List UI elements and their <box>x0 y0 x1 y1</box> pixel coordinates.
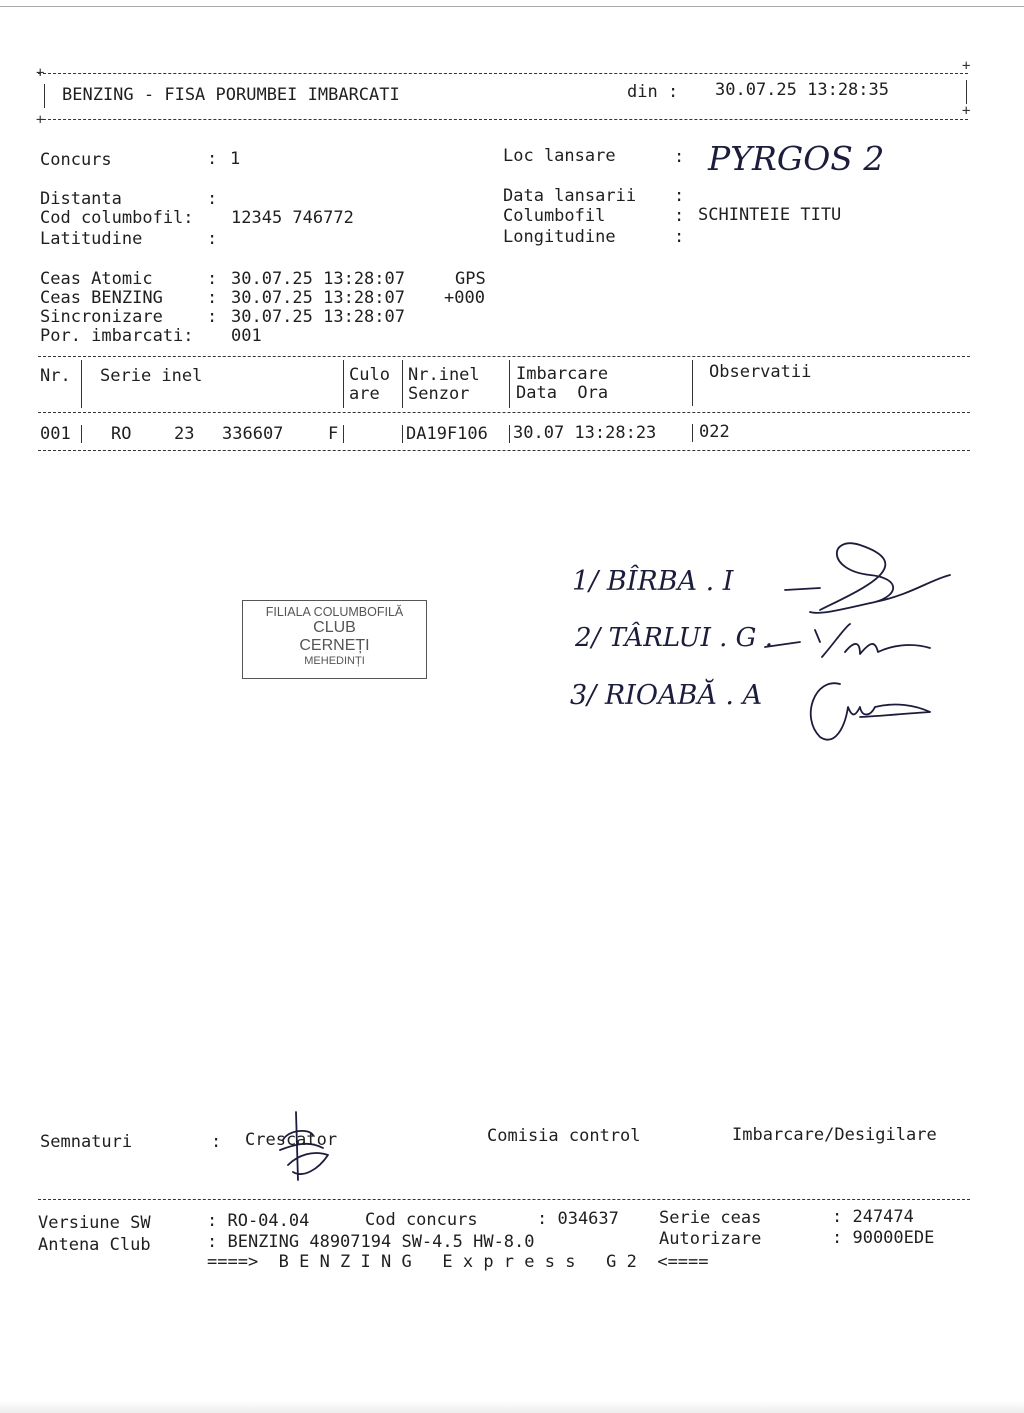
committee-member-3: 3/ RIOABĂ . A <box>570 680 763 711</box>
sincronizare-label: Sincronizare <box>40 307 163 327</box>
corner-plus: + <box>36 65 45 81</box>
header-top-rule <box>38 73 968 74</box>
colon: : <box>207 288 218 308</box>
header-imbarcare-1: Imbarcare <box>516 364 609 384</box>
col-divider <box>402 360 403 408</box>
crescator-signature <box>268 1110 338 1185</box>
columbofil-label: Columbofil <box>503 206 606 226</box>
ceas-atomic-label: Ceas Atomic <box>40 269 153 289</box>
committee-member-2: 2/ TÂRLUI . G . <box>575 623 773 653</box>
distanta-label: Distanta <box>40 189 122 209</box>
col-divider <box>692 360 693 406</box>
columbofil-value: SCHINTEIE TITU <box>698 205 842 225</box>
comisia-control-label: Comisia control <box>487 1126 641 1146</box>
footer-rule <box>38 1199 970 1200</box>
versiune-sw-value: : RO-04.04 <box>207 1211 310 1231</box>
semnaturi-colon: : <box>211 1132 222 1152</box>
cod-concurs-value: : 034637 <box>537 1209 619 1229</box>
signature-2 <box>760 612 940 672</box>
ceas-atomic-source: GPS <box>455 269 486 289</box>
serie-ceas-value: : 247474 <box>832 1207 914 1227</box>
header-nr-inel-2: Senzor <box>408 384 470 404</box>
ceas-benzing-label: Ceas BENZING <box>40 288 163 308</box>
loc-lansare-colon: : <box>674 147 685 167</box>
header-title: BENZING - FISA PORUMBEI IMBARCATI <box>62 85 400 105</box>
cell-divider <box>343 425 344 443</box>
stamp-line-2: CLUB <box>313 619 356 636</box>
header-observatii: Observatii <box>709 362 812 382</box>
cell-divider <box>692 424 693 442</box>
data-lansarii-label: Data lansarii <box>503 186 637 206</box>
crescator-label: Crescator <box>245 1130 338 1150</box>
header-right-border <box>966 80 967 104</box>
header-left-border <box>44 84 45 108</box>
cod-columbofil-value: 12345 746772 <box>231 208 354 228</box>
header-nr: Nr. <box>40 366 71 386</box>
club-stamp <box>242 600 427 679</box>
header-culoare-1: Culo <box>349 365 390 385</box>
semnaturi-label: Semnaturi <box>40 1132 133 1152</box>
latitudine-label: Latitudine <box>40 229 143 249</box>
longitudine-label: Longitudine <box>503 227 616 247</box>
ceas-atomic-value: 30.07.25 13:28:07 <box>231 269 405 289</box>
cell-year: 23 <box>174 424 195 444</box>
antena-club-label: Antena Club <box>38 1235 151 1255</box>
corner-plus: + <box>962 103 971 119</box>
header-din-label: din : <box>627 82 679 102</box>
header-datetime: 30.07.25 13:28:35 <box>715 80 889 100</box>
table-bottom-rule <box>38 450 970 451</box>
scan-top-edge <box>0 6 1024 7</box>
col-divider <box>509 360 510 408</box>
corner-plus: + <box>36 112 45 128</box>
stamp-line-1: FILIALA COLUMBOFILĂ <box>265 605 404 619</box>
table-header-rule <box>38 412 970 413</box>
stamp-line-3: CERNEȚI <box>299 637 370 654</box>
antena-club-value: : BENZING 48907194 SW-4.5 HW-8.0 <box>207 1232 535 1252</box>
header-culoare-2: are <box>349 384 380 404</box>
corner-plus: + <box>962 58 971 74</box>
table-top-rule <box>38 356 970 357</box>
cell-divider <box>509 425 510 443</box>
cod-concurs-label: Cod concurs <box>365 1210 478 1230</box>
latitudine-colon: : <box>207 229 218 249</box>
longitudine-colon: : <box>674 227 685 247</box>
loc-lansare-handwritten: PYRGOS 2 <box>708 139 885 178</box>
cell-data-ora: 30.07 13:28:23 <box>513 423 657 443</box>
col-divider <box>343 360 344 408</box>
colon: : <box>207 307 218 327</box>
autorizare-value: : 90000EDE <box>832 1228 935 1248</box>
cell-divider <box>402 425 403 443</box>
serie-ceas-label: Serie ceas <box>659 1208 762 1228</box>
header-imbarcare-2: Data Ora <box>516 383 609 403</box>
versiune-sw-label: Versiune SW <box>38 1213 151 1233</box>
imbarcare-desigilare-label: Imbarcare/Desigilare <box>732 1125 937 1145</box>
porumbei-imbarcati-value: 001 <box>231 326 262 346</box>
benzing-brand-line: ====> B E N Z I N G E x p r e s s G 2 <==== <box>207 1252 709 1272</box>
ceas-benzing-offset: +000 <box>444 288 485 308</box>
distanta-colon: : <box>207 189 218 209</box>
ceas-benzing-value: 30.07.25 13:28:07 <box>231 288 405 308</box>
header-serie-inel: Serie inel <box>100 366 203 386</box>
cod-columbofil-label: Cod columbofil: <box>40 208 194 228</box>
autorizare-label: Autorizare <box>659 1229 762 1249</box>
cell-ring: 336607 <box>222 424 284 444</box>
concurs-value: 1 <box>230 149 241 169</box>
cell-sex: F <box>328 424 339 444</box>
stamp-line-4: MEHEDINȚI <box>304 655 365 667</box>
col-divider <box>81 360 82 408</box>
cell-senzor: DA19F106 <box>406 424 488 444</box>
committee-member-1: 1/ BÎRBA . I <box>572 566 734 597</box>
scan-bottom-edge <box>0 1401 1024 1413</box>
loc-lansare-label: Loc lansare <box>503 146 616 166</box>
porumbei-imbarcati-label: Por. imbarcati: <box>40 326 194 346</box>
cell-nr: 001 <box>40 424 71 444</box>
concurs-colon: : <box>207 149 218 169</box>
colon: : <box>207 269 218 289</box>
cell-divider <box>81 425 82 443</box>
data-lansarii-colon: : <box>674 186 685 206</box>
signature-3 <box>800 672 935 747</box>
concurs-label: Concurs <box>40 150 112 170</box>
cell-observatii: 022 <box>699 422 730 442</box>
sincronizare-value: 30.07.25 13:28:07 <box>231 307 405 327</box>
header-nr-inel-1: Nr.inel <box>408 365 480 385</box>
header-bottom-rule <box>38 119 968 120</box>
columbofil-colon: : <box>674 206 685 226</box>
cell-country: RO <box>111 424 132 444</box>
